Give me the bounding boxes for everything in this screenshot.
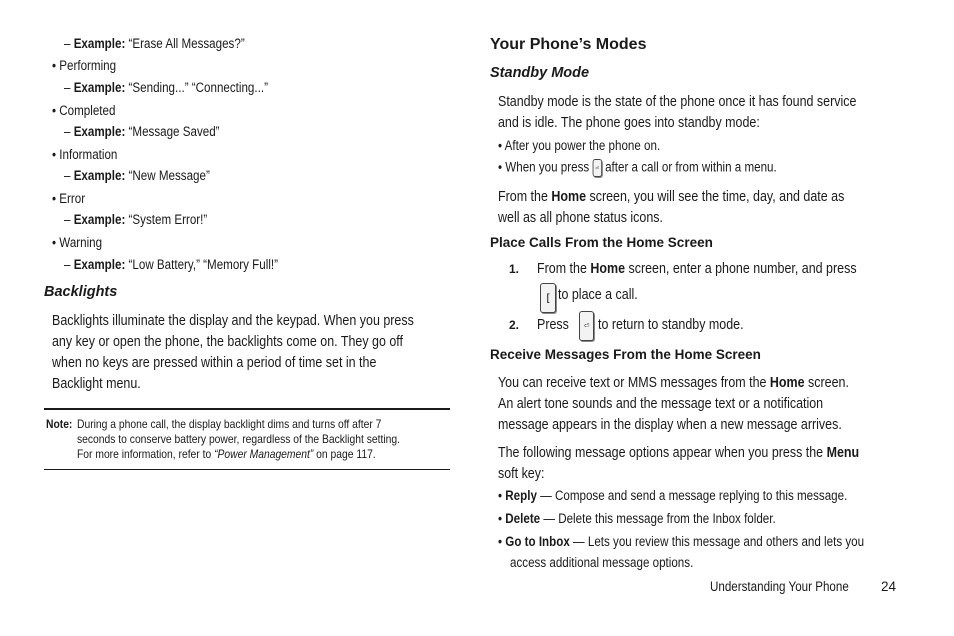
list-item-bullet: • Error bbox=[52, 191, 86, 206]
standby-heading: Standby Mode bbox=[490, 65, 590, 81]
end-key-icon: ⏎ bbox=[579, 311, 594, 341]
send-key-icon: [ bbox=[540, 283, 556, 313]
option-go-to-inbox-line2: access additional message options. bbox=[510, 555, 694, 570]
list-item-example: – Example: “Low Battery,” “Memory Full!” bbox=[64, 257, 278, 272]
right-column bbox=[480, 0, 954, 636]
backlights-paragraph bbox=[52, 311, 462, 395]
note-line: seconds to conserve battery power, regardless of the Backlight setting. bbox=[77, 432, 400, 446]
page-section-title: Your Phone’s Modes bbox=[490, 36, 647, 53]
note-reference-link[interactable]: “Power Management” bbox=[214, 447, 314, 461]
list-item-example: – Example: “System Error!” bbox=[64, 212, 208, 227]
step-2: 2. bbox=[509, 318, 520, 332]
step-1-text: From the Home screen, enter a phone number, and press bbox=[537, 261, 857, 277]
list-item-example: – Example: “Sending...” “Connecting...” bbox=[64, 80, 268, 95]
note-line: During a phone call, the display backlight dims and turns off after 7 bbox=[77, 417, 382, 431]
note-bottom-rule bbox=[44, 469, 450, 470]
list-item-bullet: • Warning bbox=[52, 235, 103, 250]
list-item-example: – Example: “Message Saved” bbox=[64, 124, 220, 139]
backlights-line: Backlight menu. bbox=[52, 376, 141, 392]
backlights-line: when no keys are pressed within a period of time set in the bbox=[52, 355, 377, 371]
note-label: Note: bbox=[46, 417, 73, 431]
standby-bullet: • After you power the phone on. bbox=[498, 138, 661, 153]
list-item-bullet: • Information bbox=[52, 147, 118, 162]
backlights-line: any key or open the phone, the backlights come on. They go off bbox=[52, 334, 404, 350]
list-item-example: – Example: “New Message” bbox=[64, 168, 210, 183]
list-item-bullet: • Performing bbox=[52, 58, 117, 73]
step-2-text: Press bbox=[537, 317, 569, 333]
backlights-heading: Backlights bbox=[44, 284, 118, 300]
end-key-icon: ⏎ bbox=[592, 159, 601, 177]
place-calls-heading: Place Calls From the Home Screen bbox=[490, 235, 713, 250]
receive-messages-heading: Receive Messages From the Home Screen bbox=[490, 347, 761, 362]
list-item-example: – Example: “Erase All Messages?” bbox=[64, 36, 245, 51]
note-top-rule bbox=[44, 408, 450, 410]
step-1-text-line2: to place a call. bbox=[558, 287, 638, 303]
standby-bullet: • When you press ⏎ after a call or from within a menu. bbox=[498, 159, 822, 177]
left-column bbox=[0, 0, 470, 636]
option-reply: • Reply — Compose and send a message replying to this message. bbox=[498, 488, 848, 503]
step-1: 1. bbox=[509, 262, 520, 276]
standby-paragraph bbox=[498, 92, 918, 134]
receive-paragraph: You can receive text or MMS messages from the Home screen. An alert tone sounds and the message text or a notification message appears in the display when a new message arrives. bbox=[498, 375, 849, 433]
home-paragraph: From the Home screen, you will see the time, day, and date as well as all phone status icons. bbox=[498, 189, 845, 226]
standby-line: and is idle. The phone goes into standby mode: bbox=[498, 115, 760, 131]
backlights-line: Backlights illuminate the display and the keypad. When you press bbox=[52, 313, 414, 329]
options-paragraph: The following message options appear when you press the Menu soft key: bbox=[498, 445, 860, 482]
note-line-end: on page 117. bbox=[313, 447, 376, 461]
note-line: For more information, refer to bbox=[77, 447, 215, 461]
step-2-text-end: to return to standby mode. bbox=[598, 317, 744, 333]
footer-section-name: Understanding Your Phone bbox=[710, 579, 849, 594]
list-item-bullet: • Completed bbox=[52, 103, 116, 118]
page-number: 24 bbox=[881, 579, 897, 594]
standby-line: Standby mode is the state of the phone once it has found service bbox=[498, 94, 857, 110]
option-go-to-inbox: • Go to Inbox — Lets you review this message and others and lets you bbox=[498, 534, 865, 549]
option-delete: • Delete — Delete this message from the Inbox folder. bbox=[498, 511, 776, 526]
